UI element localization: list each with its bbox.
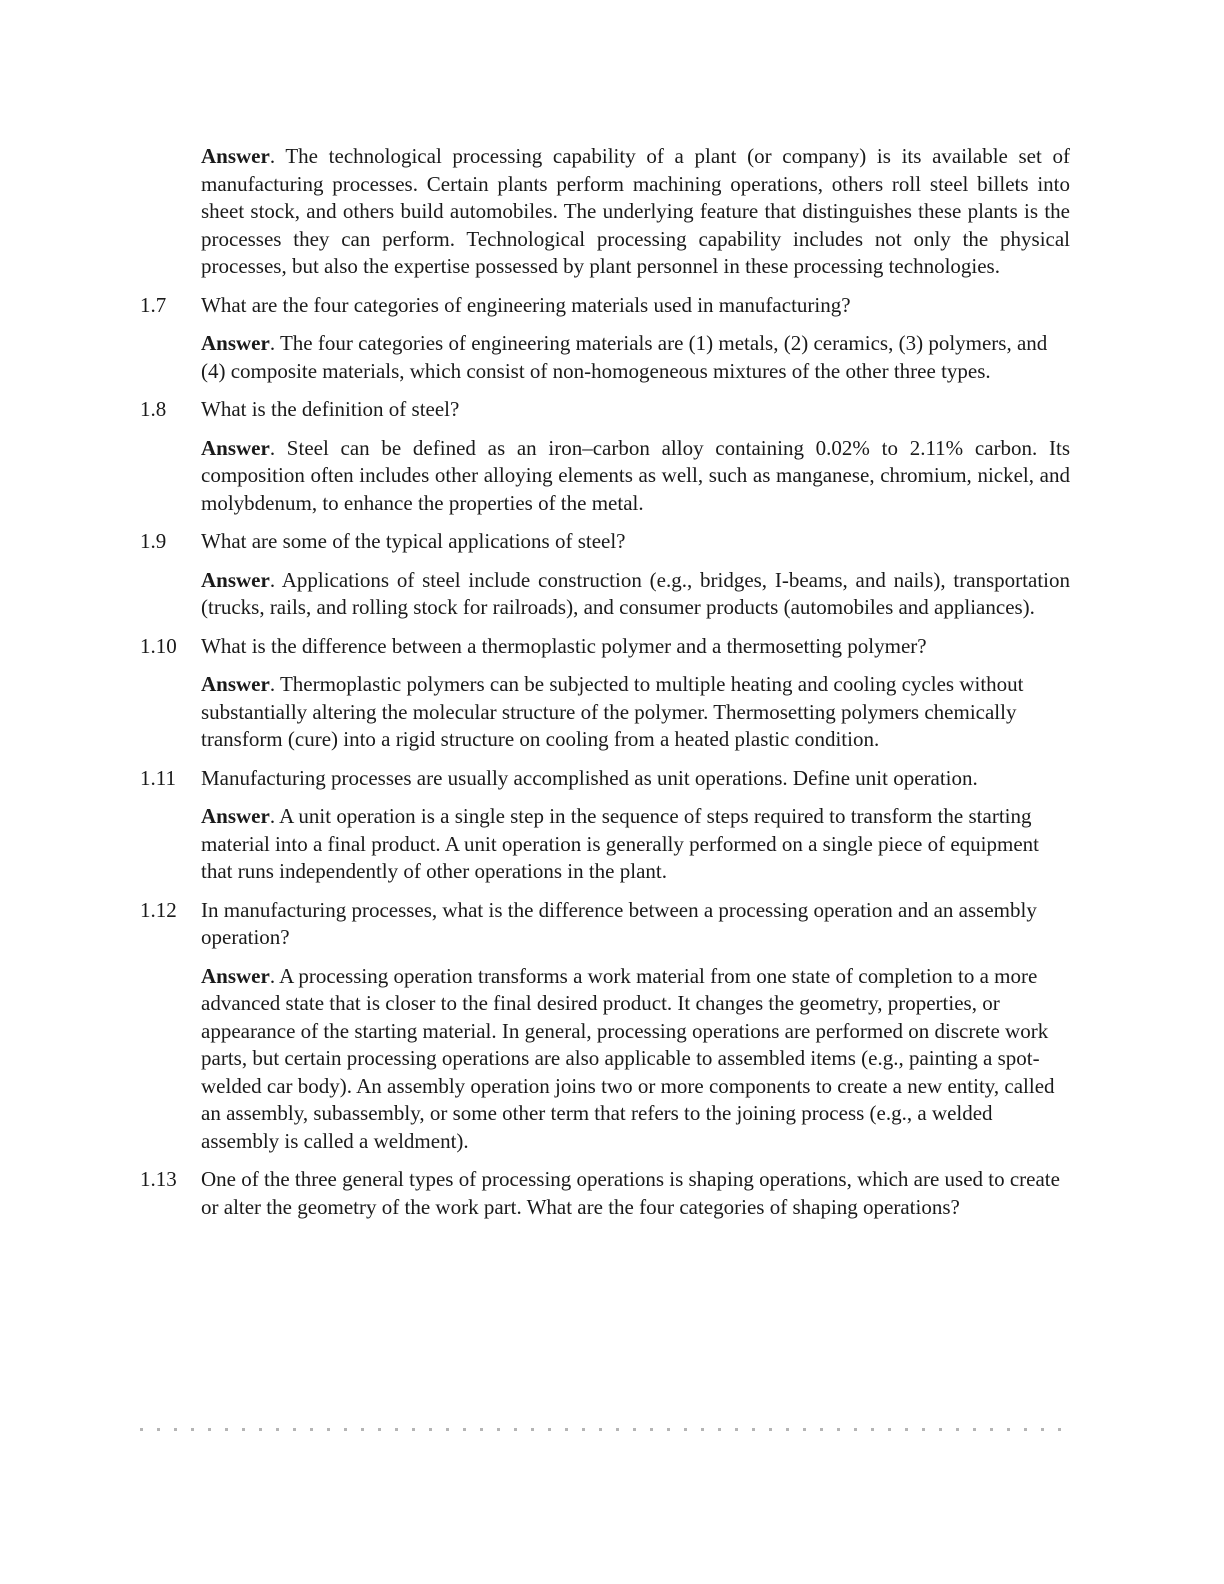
answer-label: Answer xyxy=(201,804,270,828)
qa-content xyxy=(140,143,1070,1221)
answer-text: . A unit operation is a single step in the sequence of steps required to transform the starting material into a final product. A unit operation is generally performed on a single piece of equipment that runs independently of other operations in the plant. xyxy=(201,804,1039,883)
question-number: 1.11 xyxy=(140,765,176,790)
question-text: What are the four categories of engineering materials used in manufacturing? xyxy=(201,292,851,317)
answer-label: Answer xyxy=(201,144,270,168)
answer-paragraph xyxy=(201,143,1070,281)
answer-text: . Thermoplastic polymers can be subjected to multiple heating and cooling cycles without substantially altering the molecular structure of the polymer. Thermosetting polymers chemically transform (cure) into a rigid structure on cooling from a heated plastic condition. xyxy=(201,672,1024,751)
answer-label: Answer xyxy=(201,963,270,988)
answer-paragraph xyxy=(201,567,1070,622)
question-text: What is the difference between a thermoplastic polymer and a thermosetting polymer? xyxy=(201,633,927,658)
question-item-1-9 xyxy=(140,528,1070,556)
question-number: 1.10 xyxy=(140,633,177,658)
answer-paragraph xyxy=(201,963,1070,1156)
answer-paragraph xyxy=(201,803,1070,886)
intro-answer-block xyxy=(140,143,1070,281)
answer-text: . Steel can be defined as an iron–carbon alloy containing 0.02% to 2.11% carbon. Its composition often includes other alloying elements as well, such as manganese, chromium, nickel, and molybdenum, to enhance the properties of the metal. xyxy=(201,435,1070,515)
question-text: Manufacturing processes are usually accomplished as unit operations. Define unit operation. xyxy=(201,765,978,790)
answer-block-1-8 xyxy=(140,435,1070,518)
question-number: 1.7 xyxy=(140,292,167,317)
question-item-1-13 xyxy=(140,1166,1070,1221)
answer-label: Answer xyxy=(201,435,270,460)
answer-block-1-12 xyxy=(140,963,1070,1156)
question-number: 1.13 xyxy=(140,1167,177,1191)
question-item-1-7 xyxy=(140,292,1070,320)
answer-block-1-9 xyxy=(140,567,1070,622)
question-item-1-12 xyxy=(140,897,1070,952)
question-number: 1.12 xyxy=(140,897,177,922)
question-item-1-11 xyxy=(140,765,1070,793)
answer-block-1-7 xyxy=(140,330,1070,385)
question-item-1-8 xyxy=(140,396,1070,424)
answer-paragraph xyxy=(201,330,1070,385)
answer-label: Answer xyxy=(201,672,270,696)
answer-paragraph xyxy=(201,671,1070,754)
question-text: What are some of the typical applications of steel? xyxy=(201,529,626,553)
answer-block-1-11 xyxy=(140,803,1070,886)
answer-text: . The four categories of engineering materials are (1) metals, (2) ceramics, (3) polymers, and (4) composite materials, which consist of non-homogeneous mixtures of the other three types. xyxy=(201,331,1048,383)
answer-text: . Applications of steel include construction (e.g., bridges, I-beams, and nails), transportation (trucks, rails, and rolling stock for railroads), and consumer products (automobiles and appliances). xyxy=(201,567,1070,619)
question-text: What is the definition of steel? xyxy=(201,397,460,421)
answer-label: Answer xyxy=(201,567,270,592)
answer-text: . A processing operation transforms a work material from one state of completion to a more advanced state that is closer to the final desired product. It changes the geometry, properties, or appearance of the starting material. In general, processing operations are performed on discrete work parts, but certain processing operations are also applicable to assembled items (e.g., painting a spot-welded car body). An assembly operation joins two or more components to create a new entity, called an assembly, subassembly, or some other term that refers to the joining process (e.g., a welded assembly is called a weldment). xyxy=(201,963,1055,1153)
answer-label: Answer xyxy=(201,331,270,355)
question-number: 1.8 xyxy=(140,397,167,421)
question-text: In manufacturing processes, what is the difference between a processing operation and an assembly operation? xyxy=(201,897,1037,949)
footer-divider xyxy=(140,1428,1070,1431)
answer-block-1-10 xyxy=(140,671,1070,754)
answer-paragraph xyxy=(201,435,1070,518)
question-item-1-10 xyxy=(140,633,1070,661)
question-text: One of the three general types of processing operations is shaping operations, which are used to create or alter the geometry of the work part. What are the four categories of shaping operations? xyxy=(201,1167,1060,1219)
answer-text: . The technological processing capability of a plant (or company) is its available set of manufacturing processes. Certain plants perform machining operations, others roll steel billets into sheet stock, and others build automobiles. The underlying feature that distinguishes these plants is the processes they can perform. Technological processing capability includes not only the physical processes, but also the expertise possessed by plant personnel in these processing technologies. xyxy=(201,144,1070,278)
question-number: 1.9 xyxy=(140,529,167,553)
